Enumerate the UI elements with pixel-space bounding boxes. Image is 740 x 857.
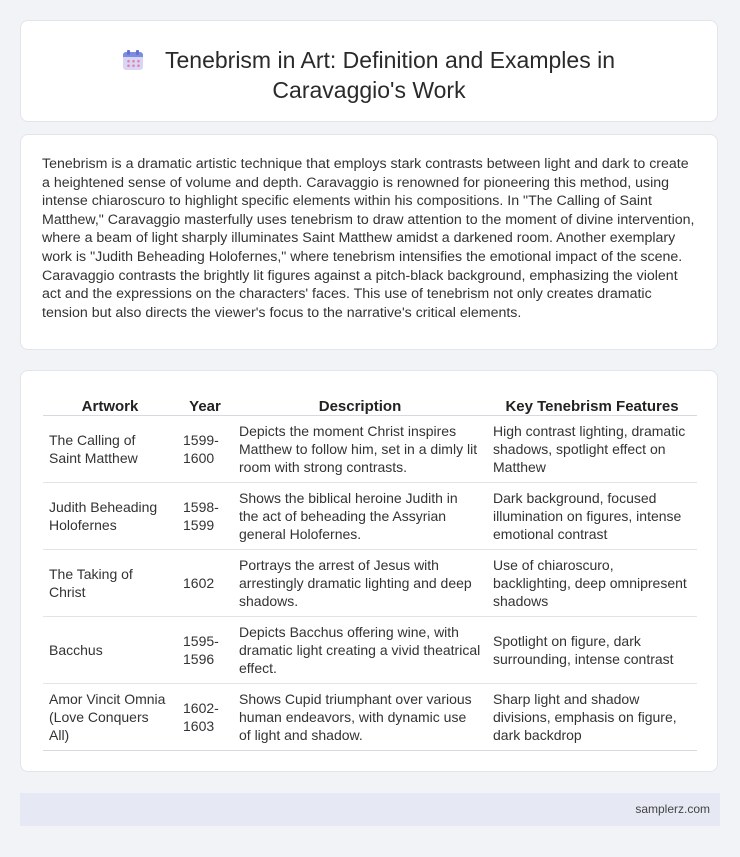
header-description: Description xyxy=(233,393,487,416)
cell-description: Portrays the arrest of Jesus with arrestingly dramatic lighting and deep shadows. xyxy=(233,550,487,617)
cell-description: Depicts the moment Christ inspires Matthew to follow him, set in a dimly lit room with strong contrasts. xyxy=(233,416,487,483)
cell-features: High contrast lighting, dramatic shadows, spotlight effect on Matthew xyxy=(487,416,697,483)
cell-year: 1602-1603 xyxy=(177,684,233,751)
artwork-table xyxy=(43,393,697,751)
table-row xyxy=(43,684,697,751)
cell-artwork: Amor Vincit Omnia (Love Conquers All) xyxy=(43,684,177,751)
table-row xyxy=(43,617,697,684)
cell-year: 1602 xyxy=(177,550,233,617)
table-row xyxy=(43,483,697,550)
table-header-row xyxy=(43,393,697,416)
header-features: Key Tenebrism Features xyxy=(487,393,697,416)
cell-features: Spotlight on figure, dark surrounding, intense contrast xyxy=(487,617,697,684)
cell-features: Sharp light and shadow divisions, emphasis on figure, dark backdrop xyxy=(487,684,697,751)
intro-card xyxy=(20,134,718,350)
table-row xyxy=(43,416,697,483)
cell-year: 1598-1599 xyxy=(177,483,233,550)
cell-year: 1599-1600 xyxy=(177,416,233,483)
cell-features: Dark background, focused illumination on figures, intense emotional contrast xyxy=(487,483,697,550)
page-title xyxy=(21,45,717,105)
cell-description: Shows the biblical heroine Judith in the act of beheading the Assyrian general Holofernes. xyxy=(233,483,487,550)
title-line-1: Tenebrism in Art: Definition and Examples in xyxy=(165,47,615,73)
table-card xyxy=(20,370,718,772)
cell-year: 1595-1596 xyxy=(177,617,233,684)
table-row xyxy=(43,550,697,617)
cell-description: Shows Cupid triumphant over various human endeavors, with dynamic use of light and shadow. xyxy=(233,684,487,751)
title-card xyxy=(20,20,718,122)
calendar-icon xyxy=(123,50,143,70)
header-artwork: Artwork xyxy=(43,393,177,416)
footer-bar xyxy=(20,793,720,826)
cell-artwork: The Taking of Christ xyxy=(43,550,177,617)
header-year: Year xyxy=(177,393,233,416)
cell-description: Depicts Bacchus offering wine, with dramatic light creating a vivid theatrical effect. xyxy=(233,617,487,684)
cell-artwork: The Calling of Saint Matthew xyxy=(43,416,177,483)
footer-site-link[interactable]: samplerz.com xyxy=(635,802,710,816)
title-line-2: Caravaggio's Work xyxy=(272,77,466,103)
cell-artwork: Judith Beheading Holofernes xyxy=(43,483,177,550)
cell-artwork: Bacchus xyxy=(43,617,177,684)
intro-paragraph: Tenebrism is a dramatic artistic technique that employs stark contrasts between light and dark to create a heightened sense of volume and depth. Caravaggio is renowned for pioneering this method, using intense chiaroscuro to highlight specific elements within his compositions. In "The Calling of Saint Matthew," Caravaggio masterfully uses tenebrism to draw attention to the moment of divine intervention, where a beam of light sharply illuminates Saint Matthew amidst a darkened room. Another exemplary work is "Judith Beheading Holofernes," where tenebrism intensifies the emotional impact of the scene. Caravaggio contrasts the brightly lit figures against a pitch-black background, emphasizing the violent act and the expressions on the characters' faces. This use of tenebrism not only creates dramatic tension but also directs the viewer's focus to the narrative's critical elements. xyxy=(42,156,695,321)
cell-features: Use of chiaroscuro, backlighting, deep omnipresent shadows xyxy=(487,550,697,617)
